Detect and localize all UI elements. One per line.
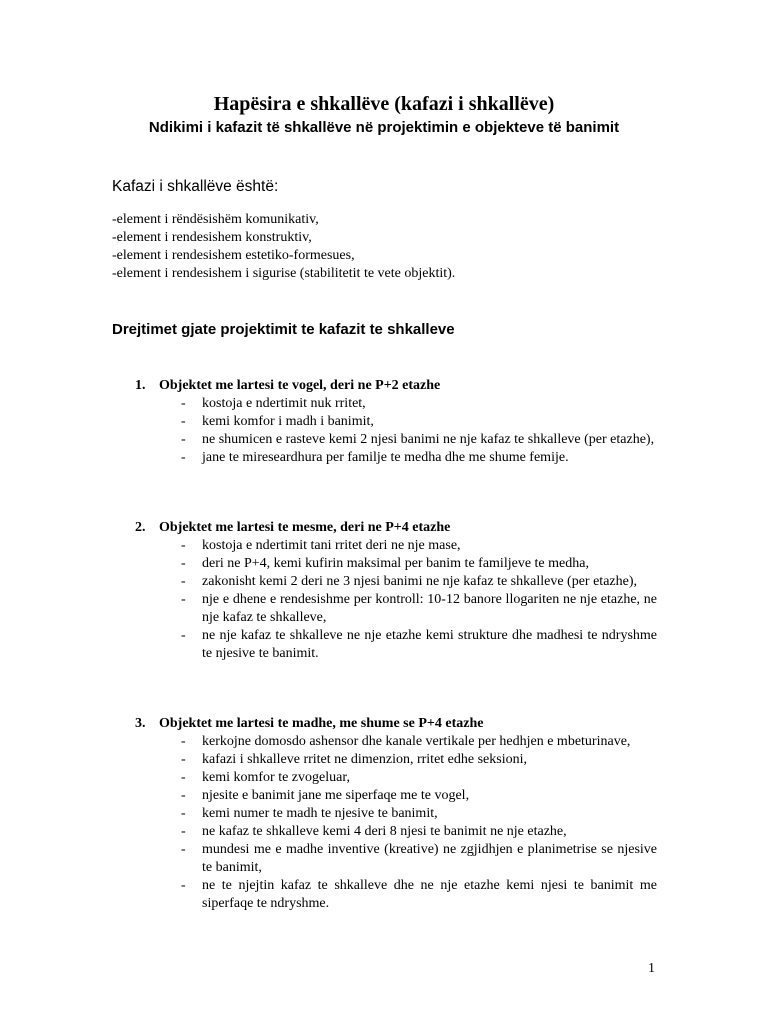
list-item (135, 751, 657, 769)
document-title: Hapësira e shkallëve (kafazi i shkallëve) (213, 93, 555, 115)
section-heading: Objektet me lartesi te mesme, deri ne P+4 etazhe (159, 520, 451, 535)
list-item (135, 573, 657, 591)
list-item (135, 787, 657, 805)
list-item (135, 555, 657, 573)
list-item (135, 805, 657, 823)
section-number: 3. (135, 716, 146, 731)
bullet-dash: - (181, 396, 186, 411)
list-item-text: zakonisht kemi 2 deri ne 3 njesi banimi ne nje kafaz te shkalleve (per etazhe), (202, 574, 637, 589)
section-2 (135, 519, 657, 663)
drejtimet-heading: Drejtimet gjate projektimit te kafazit te shkalleve (112, 321, 455, 338)
list-item-text: kostoja e ndertimit nuk rritet, (202, 396, 366, 411)
bullet-dash: - (181, 414, 186, 429)
list-item (135, 733, 657, 751)
list-item (135, 413, 657, 431)
bullet-dash: - (181, 574, 186, 589)
list-item (135, 395, 657, 413)
kafazi-heading: Kafazi i shkallëve është: (112, 178, 279, 195)
list-item-text: kerkojne domosdo ashensor dhe kanale vertikale per hedhjen e mbeturinave, (202, 734, 631, 749)
list-item-text: ne nje kafaz te shkalleve ne nje etazhe kemi strukture dhe madhesi te ndryshme te njesive te banimit. (202, 628, 657, 661)
section-title (135, 519, 657, 537)
elements-list (112, 211, 455, 283)
list-item (135, 841, 657, 877)
section-heading: Objektet me lartesi te vogel, deri ne P+2 etazhe (159, 378, 441, 393)
bullet-list (135, 537, 657, 663)
bullet-dash: - (181, 842, 186, 857)
bullet-dash: - (181, 450, 186, 465)
bullet-list (135, 733, 657, 913)
bullet-dash: - (181, 538, 186, 553)
element-line: -element i rëndësishëm komunikativ, (112, 212, 319, 227)
page-number: 1 (648, 961, 655, 976)
bullet-dash: - (181, 878, 186, 893)
list-item (135, 627, 657, 663)
list-item-text: ne shumicen e rasteve kemi 2 njesi banimi ne nje kafaz te shkalleve (per etazhe), (202, 432, 655, 447)
bullet-list (135, 395, 657, 467)
list-item-text: deri ne P+4, kemi kufirin maksimal per banim te familjeve te medha, (202, 556, 589, 571)
bullet-dash: - (181, 556, 186, 571)
element-line: -element i rendesishem i sigurise (stabilitetit te vete objektit). (112, 266, 456, 281)
bullet-dash: - (181, 788, 186, 803)
list-item (135, 431, 657, 449)
list-item-text: kostoja e ndertimit tani rritet deri ne nje mase, (202, 538, 461, 553)
list-item (135, 769, 657, 787)
list-item-text: kemi numer te madh te njesive te banimit, (202, 806, 438, 821)
bullet-dash: - (181, 734, 186, 749)
list-item-text: njesite e banimit jane me siperfaqe me te vogel, (202, 788, 470, 803)
list-item (135, 449, 657, 467)
bullet-dash: - (181, 770, 186, 785)
list-item-text: ne te njejtin kafaz te shkalleve dhe ne nje etazhe kemi njesi te banimit me siperfaqe te ndryshme. (202, 878, 657, 911)
section-title (135, 715, 657, 733)
list-item-text: jane te mireseardhura per familje te medha dhe me shume femije. (202, 450, 569, 465)
element-line: -element i rendesishem estetiko-formesues, (112, 248, 355, 263)
list-item-text: kemi komfor te zvogeluar, (202, 770, 350, 785)
document-subtitle: Ndikimi i kafazit të shkallëve në projektimin e objekteve të banimit (148, 119, 620, 136)
section-1 (135, 377, 657, 467)
element-line: -element i rendesishem konstruktiv, (112, 230, 312, 245)
list-item-text: kemi komfor i madh i banimit, (202, 414, 374, 429)
list-item-text: ne kafaz te shkalleve kemi 4 deri 8 njesi te banimit ne nje etazhe, (202, 824, 567, 839)
bullet-dash: - (181, 592, 186, 607)
section-heading: Objektet me lartesi te madhe, me shume se P+4 etazhe (159, 716, 484, 731)
list-item (135, 591, 657, 627)
bullet-dash: - (181, 432, 186, 447)
bullet-dash: - (181, 824, 186, 839)
section-number: 2. (135, 520, 146, 535)
list-item (135, 823, 657, 841)
section-number: 1. (135, 378, 146, 393)
bullet-dash: - (181, 806, 186, 821)
list-item (135, 537, 657, 555)
section-title (135, 377, 657, 395)
bullet-dash: - (181, 752, 186, 767)
list-item-text: mundesi me e madhe inventive (kreative) ne zgjidhjen e planimetrise se njesive te banimit, (202, 842, 657, 875)
list-item-text: kafazi i shkalleve rritet ne dimenzion, rritet edhe seksioni, (202, 752, 527, 767)
list-item-text: nje e dhene e rendesishme per kontroll: 10-12 banore llogariten ne nje etazhe, ne nje kafaz te shkalleve, (202, 592, 657, 625)
section-3 (135, 715, 657, 913)
bullet-dash: - (181, 628, 186, 643)
list-item (135, 877, 657, 913)
